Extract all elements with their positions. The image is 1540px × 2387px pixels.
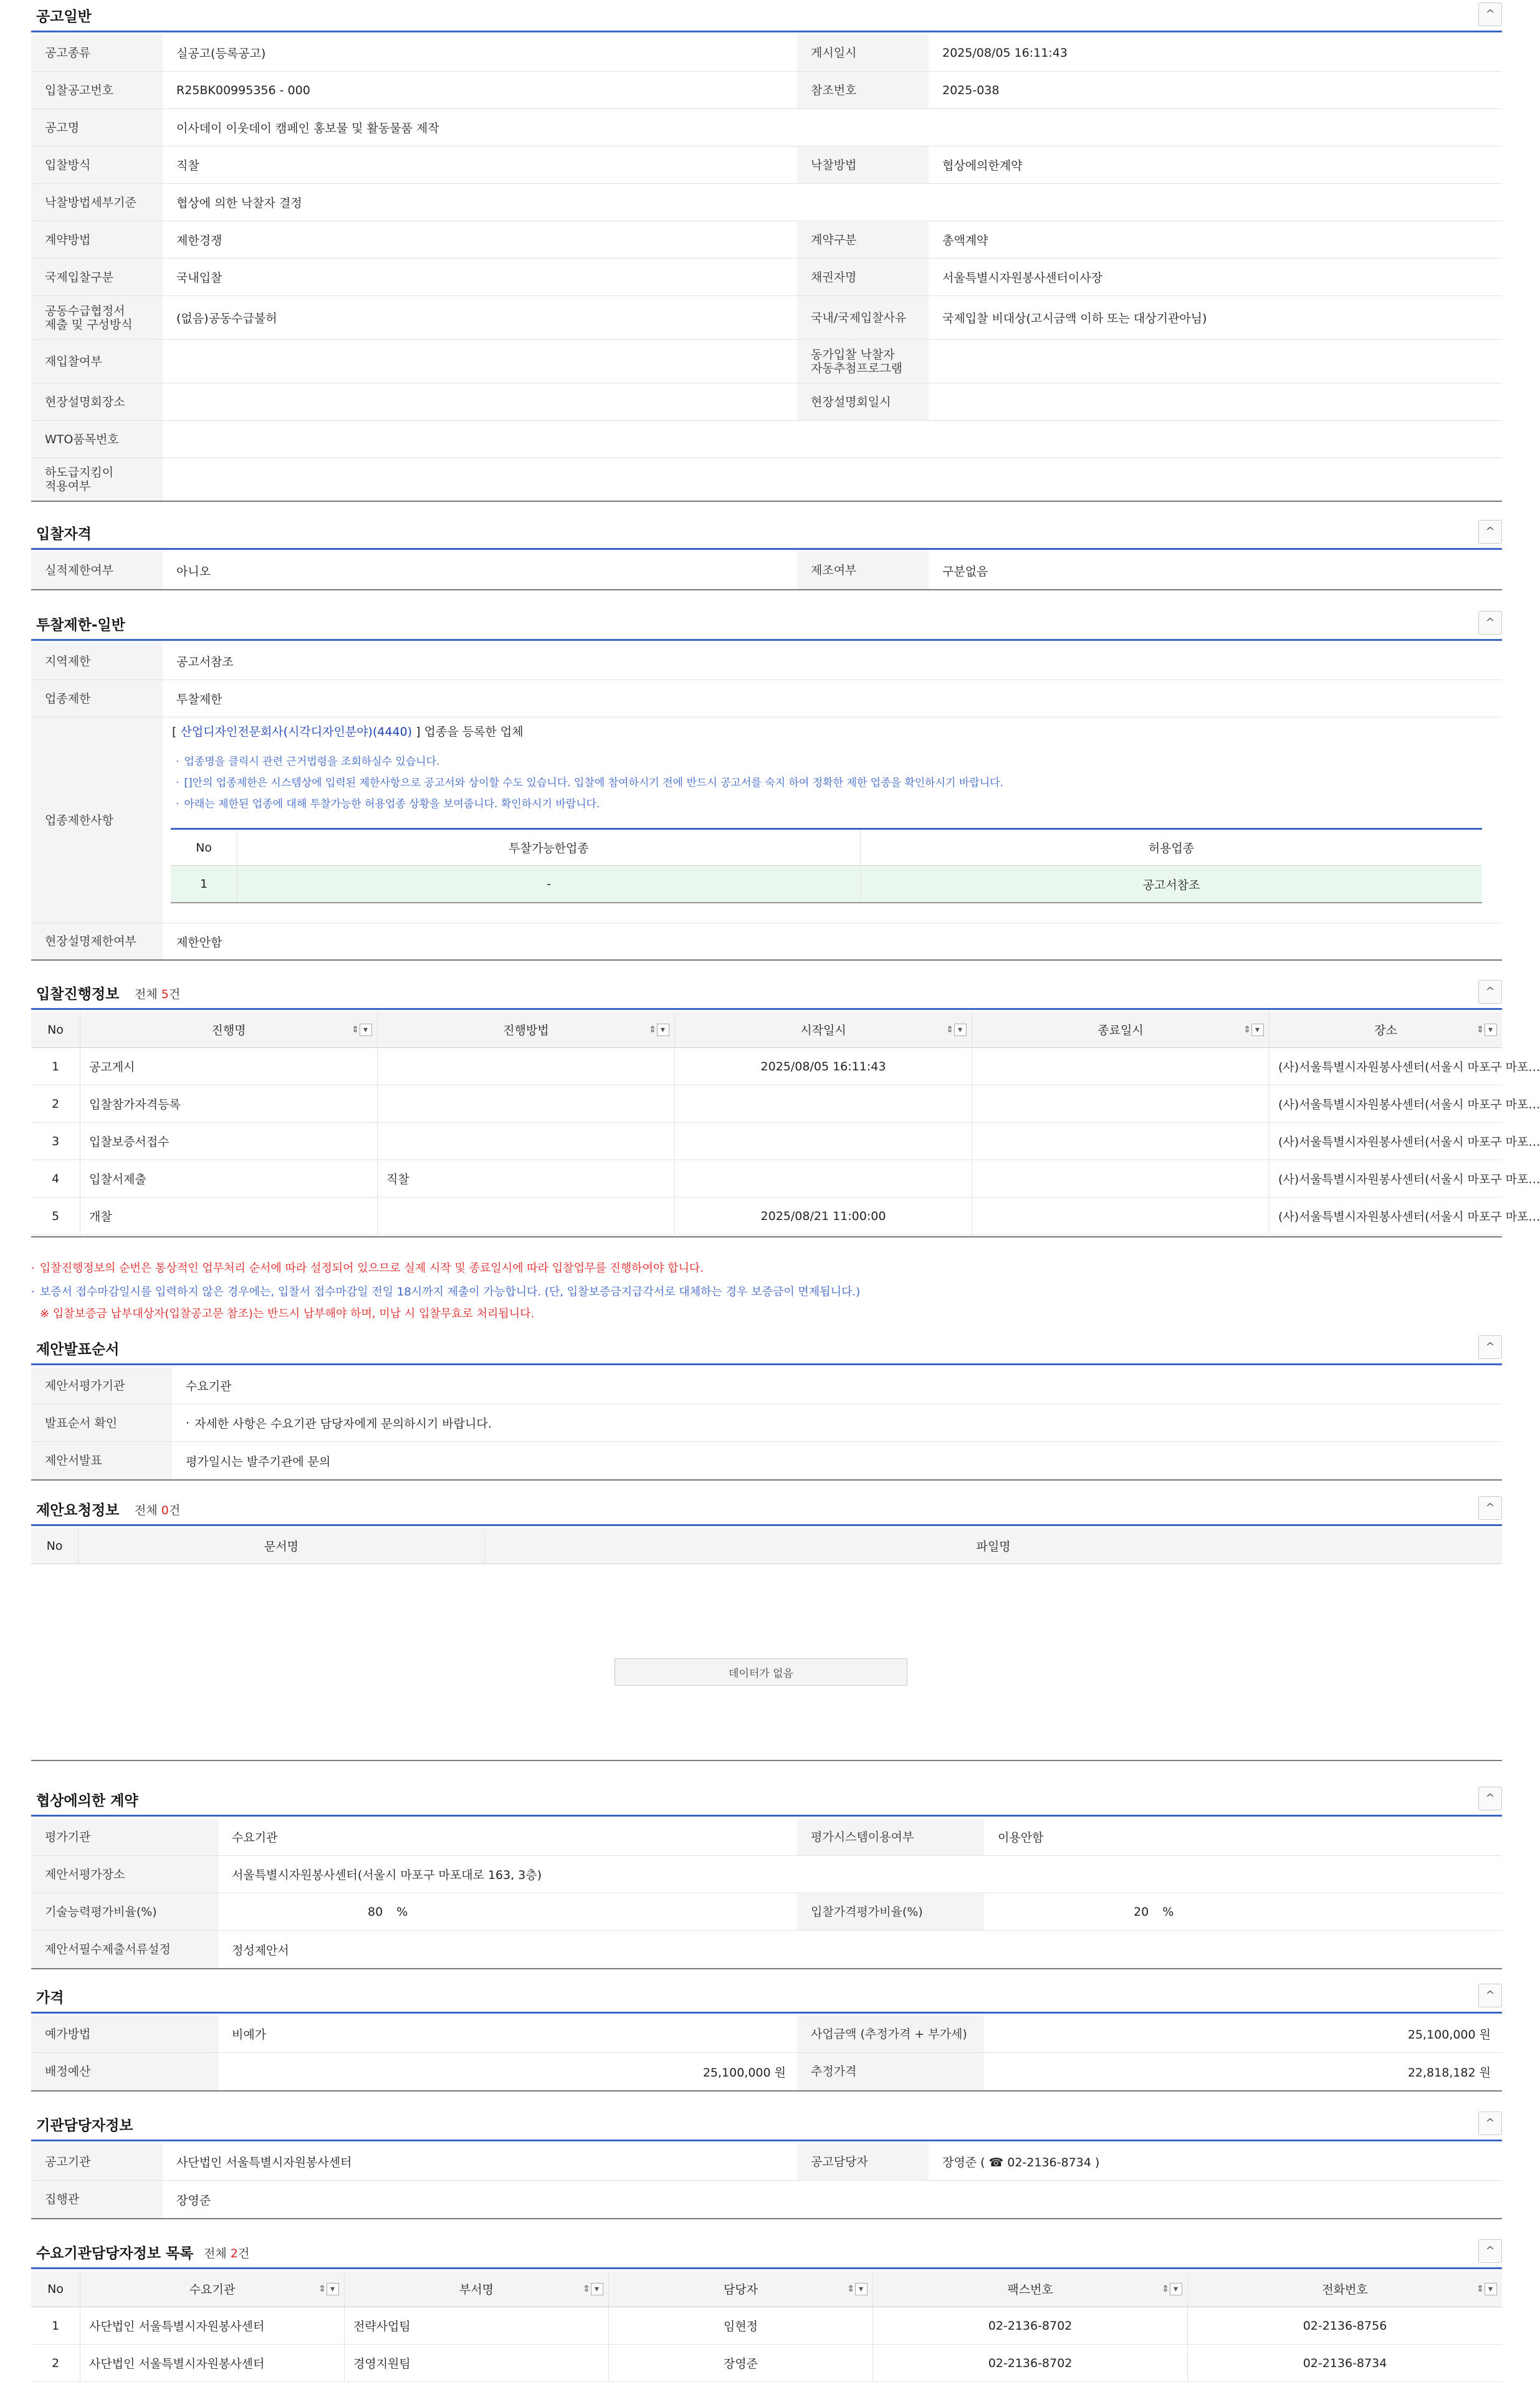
table-row [31,221,1502,259]
section-title: 가격 [36,1990,64,2006]
table-row [31,184,1502,221]
column-header[interactable] [1269,1012,1502,1047]
sort-icon[interactable]: ⇕ ▾ [649,1024,669,1036]
value-rebid [163,340,797,383]
table-cell: 사단법인 서울특별시자원봉사센터 [80,2345,344,2381]
section-title: 투찰제한-일반 [36,617,125,633]
label-bid-number: 입찰공고번호 [31,72,163,108]
table-row [31,34,1502,72]
table-row [31,1085,1540,1123]
label-posted-date: 게시일시 [797,34,929,71]
section-header-presentation [31,1334,1502,1365]
column-header-label: 종료일시 [1098,1024,1144,1037]
label-site-time: 현장설명회일시 [797,383,929,420]
column-header: No [196,840,212,855]
bracket: [ [172,725,177,739]
column-header-label: 장소 [1374,1024,1397,1037]
value-auto-lottery [929,340,1502,383]
total-count [135,1501,180,1518]
value-eval-system: 이용안함 [998,1831,1044,1845]
table-row [31,1123,1540,1160]
label-contact-person: 공고담당자 [797,2143,929,2180]
sort-icon[interactable]: ⇕ ▾ [1476,1024,1497,1036]
restriction-table [31,643,1502,961]
table-row [31,1856,1502,1893]
label-eval-place: 제안서평가장소 [31,1856,218,1893]
info-bullet: · 아래는 제한된 업종에 대해 투찰가능한 허용업종 상황을 보여줍니다. 확인하시기 바랍니다. [176,798,600,810]
table-cell: 전략사업팀 [344,2307,608,2344]
label-region: 지역제한 [31,643,163,680]
note-text: 입찰진행정보의 순번은 통상적인 업무처리 순서에 따라 설정되어 있으므로 실제 시작 및 종료일시에 따라 입찰업무를 진행하여야 합니다. [39,1262,704,1275]
table-cell [377,1048,674,1085]
price-table [31,2015,1502,2092]
label-industry: 업종제한 [31,680,163,717]
section-title: 제안발표순서 [36,1342,120,1358]
general-table [31,34,1502,502]
table-header [31,1012,1502,1048]
order-text: 자세한 사항은 수요기관 담당자에게 문의하시기 바랍니다. [194,1417,492,1431]
table-cell: - [237,866,860,902]
label-line: 자동추첨프로그램 [811,361,902,375]
table-row [31,2015,1502,2053]
label-bid-method: 입찰방식 [31,146,163,183]
value-award-method: 협상에의한계약 [942,159,1023,173]
table-cell: 입찰보증서접수 [80,1123,377,1160]
section-header-price [31,1982,1502,2014]
value-contact-person: 장영준 ( ☎ 02-2136-8734 ) [942,2156,1100,2169]
label-agency: 공고기관 [31,2143,163,2180]
table-cell: 공고게시 [80,1048,377,1085]
table-cell: 5 [51,1209,60,1223]
bullet-text: 아래는 제한된 업종에 대해 투찰가능한 허용업종 상황을 보여줍니다. 확인하시기 바랍니다. [184,798,600,810]
value-estimate: 22,818,182 원 [1407,2065,1491,2080]
table-cell: 2 [51,2356,60,2370]
value-eval-org: 수요기관 [232,1831,278,1845]
info-bullet: · 업종명을 클릭시 관련 근거법령을 조회하실수 있습니다. [176,756,440,768]
table-header [31,2271,1502,2307]
table-row [31,109,1502,146]
value-ref-number: 2025-038 [942,83,1000,97]
table-row [31,340,1502,383]
label-joint-supply [31,296,163,339]
table-row [31,552,1502,589]
column-header-label: 시작일시 [800,1024,846,1037]
sort-icon[interactable]: ⇕ ▾ [1476,2283,1497,2295]
sort-icon[interactable]: ⇕ ▾ [583,2283,603,2295]
table-row [31,296,1502,340]
label-tech-ratio: 기술능력평가비율(%) [31,1893,218,1930]
table-cell: 2025/08/05 16:11:43 [674,1048,972,1085]
column-header[interactable] [608,2271,873,2307]
label-budget: 배정예산 [31,2053,218,2090]
table-row [31,2181,1502,2218]
section-title: 입찰진행정보 [36,986,120,1002]
section-header-agency [31,2110,1502,2141]
count-prefix: 전체 [135,987,158,1001]
empty-data-message: 데이터가 없음 [615,1658,907,1686]
sort-icon[interactable]: ⇕ ▾ [1162,2283,1182,2295]
value-presentation: 평가일시는 발주기관에 문의 [186,1454,331,1469]
industry-suffix: ] 업종을 등록한 업체 [416,725,524,739]
label-eval-org: 평가기관 [31,1818,218,1855]
count-prefix: 전체 [204,2247,227,2260]
table-cell [377,1198,674,1234]
label-subcontract [31,458,163,501]
table-cell [972,1160,1269,1197]
table-header [31,1528,1502,1564]
count-number: 0 [161,1504,169,1517]
value-intl-bid: 국내입찰 [176,271,222,285]
label-line: 제출 및 구성방식 [45,317,133,332]
column-header: 문서명 [78,1528,484,1563]
bullet-text: 업종명을 클릭시 관련 근거법령을 조회하실수 있습니다. [184,756,440,768]
sort-icon[interactable]: ⇕ ▾ [1243,1024,1264,1036]
label-line: 적용여부 [45,479,91,493]
section-header-restriction [31,610,1502,641]
table-cell: 입찰서제출 [80,1160,377,1197]
sort-icon[interactable]: ⇕ ▾ [946,1024,967,1036]
label-auto-lottery [797,340,929,383]
column-header-label: 팩스번호 [1007,2283,1053,2297]
value-evaluator: 수요기관 [186,1380,232,1393]
label-estimate: 추정가격 [797,2053,984,2090]
column-header[interactable] [972,1012,1269,1047]
value-creditor: 서울특별시자원봉사센터이사장 [942,271,1102,285]
value-tech-ratio [218,1893,797,1930]
section-header-qualification [31,519,1502,550]
section-title: 협상에의한 계약 [36,1793,138,1809]
value-prelim-method: 비예가 [232,2028,267,2042]
value-wto [163,421,1502,458]
value-industry: 투찰제한 [176,693,222,706]
collapse-toggle-icon[interactable]: ^ [1478,1787,1502,1810]
ratio-number: 80 [368,1904,383,1919]
label-required-docs: 제안서필수제출서류설정 [31,1931,218,1968]
value-site-restriction: 제한안함 [176,935,222,949]
value-eval-place: 서울특별시자원봉사센터(서울시 마포구 마포대로 163, 3층) [232,1868,542,1882]
label-award-method: 낙찰방법 [797,146,929,183]
label-executor: 집행관 [31,2181,163,2218]
value-joint-supply: (없음)공동수급불허 [176,312,277,325]
table-row [31,923,1502,959]
table-cell [972,1123,1269,1160]
presentation-table [31,1367,1502,1481]
label-creditor: 채권자명 [797,259,929,295]
table-row [31,2345,1502,2382]
table-cell: 임현정 [608,2307,873,2344]
qualification-table [31,552,1502,590]
column-header[interactable] [80,1012,377,1047]
table-cell: 4 [51,1171,60,1186]
table-cell [972,1198,1269,1234]
value-region: 공고서참조 [176,655,234,669]
label-order: 발표순서 확인 [31,1405,172,1441]
ratio-unit: % [396,1904,408,1919]
bullet-text: []안의 업종제한은 시스템상에 입력된 제한사항으로 공고서와 상이할 수도 있습니다. 입찰에 참여하시기 전에 반드시 공고서를 숙지 하여 정확한 제한 업종을 확인하시기 바랍니다. [184,777,1003,789]
label-site-restriction: 현장설명제한여부 [31,923,163,959]
table-row [31,458,1502,501]
count-suffix: 건 [237,2247,250,2260]
table-cell: 사단법인 서울특별시자원봉사센터 [80,2307,344,2344]
column-header[interactable] [80,2271,344,2307]
ratio-number: 20 [1134,1904,1149,1919]
industry-detail-line [172,723,524,739]
label-award-detail: 낙찰방법세부기준 [31,184,163,221]
table-row [31,680,1502,718]
section-title: 입찰자격 [36,526,92,542]
table-row [31,146,1502,184]
collapse-toggle-icon[interactable]: ^ [1478,1496,1502,1520]
section-header-general [31,1,1502,32]
label-manufacturing: 제조여부 [797,552,929,589]
label-prelim-method: 예가방법 [31,2015,218,2052]
value-intl-reason: 국제입찰 비대상(고시금액 이하 또는 대상기관아님) [942,312,1207,325]
label-contract-method: 계약방법 [31,221,163,258]
column-header-label: 진행명 [211,1024,246,1037]
table-row [31,421,1502,458]
collapse-toggle-icon[interactable]: ^ [1478,1984,1502,2007]
sort-icon[interactable]: ⇕ ▾ [352,1024,372,1036]
table-cell [674,1085,972,1122]
column-header[interactable] [377,1012,674,1047]
value-award-detail: 협상에 의한 낙찰자 결정 [176,196,302,210]
table-row [31,1367,1502,1405]
collapse-toggle-icon[interactable]: ^ [1478,980,1502,1004]
table-row [31,2143,1502,2181]
table-cell: 1 [51,1059,60,1073]
label-notice-type: 공고종류 [31,34,163,71]
table-cell: 02-2136-8734 [1187,2345,1502,2381]
proposal-docs-table [31,1528,1502,1761]
note-text: 보증서 접수마감일시를 입력하지 않은 경우에는, 입찰서 접수마감일 전일 18시까지 제출이 가능합니다. (단, 입찰보증금지급각서로 대체하는 경우 보증금이 면제됩니다.) [39,1285,861,1299]
column-header: No [47,1022,64,1037]
value-site-place [163,383,797,420]
table-cell: (사)서울특별시자원봉사센터(서울시 마포구 마포… [1269,1048,1502,1085]
table-cell: 공고서참조 [860,866,1482,902]
table-cell: 3 [51,1134,60,1148]
table-header [171,830,1482,866]
table-cell: (사)서울특별시자원봉사센터(서울시 마포구 마포… [1269,1160,1502,1197]
table-cell: 입찰참가자격등록 [80,1085,377,1122]
progress-table [31,1012,1540,1237]
collapse-toggle-icon[interactable]: ^ [1478,2111,1502,2135]
table-cell: (사)서울특별시자원봉사센터(서울시 마포구 마포… [1269,1123,1502,1160]
value-agency: 사단법인 서울특별시자원봉사센터 [176,2156,352,2169]
column-header-label: 담당자 [723,2283,758,2297]
table-row [31,1818,1502,1856]
collapse-toggle-icon[interactable]: ^ [1478,2,1502,26]
industry-link[interactable]: 산업디자인전문회사(시각디자인분야)(4440) [180,725,413,739]
column-header: 투찰가능한업종 [237,830,860,865]
column-header: No [46,1539,63,1553]
value-bid-number: R25BK00995356 - 000 [176,83,310,97]
section-header-negotiation [31,1785,1502,1817]
table-cell: (사)서울특별시자원봉사센터(서울시 마포구 마포… [1269,1085,1502,1122]
table-row [31,72,1502,109]
count-suffix: 건 [168,1504,181,1517]
label-ref-number: 참조번호 [797,72,929,108]
table-cell: 개찰 [80,1198,377,1234]
column-header: 파일명 [484,1528,1502,1563]
table-row [31,1442,1502,1479]
column-header-label: 수요기관 [189,2283,236,2297]
table-cell: 2025/08/21 11:00:00 [674,1198,972,1234]
info-bullet: · []안의 업종제한은 시스템상에 입력된 제한사항으로 공고서와 상이할 수도 있습니다. 입찰에 참여하시기 전에 반드시 공고서를 숙지 하여 정확한 제한 업종을 확인하시기 바랍니다. [176,777,1003,789]
count-suffix: 건 [168,987,181,1001]
column-header[interactable] [344,2271,608,2307]
sort-icon[interactable]: ⇕ ▾ [318,2283,339,2295]
section-title: 수요기관담당자정보 목록 [36,2245,194,2262]
column-header-label: 전화번호 [1322,2283,1368,2297]
table-cell: 장영준 [608,2345,873,2381]
table-cell: 1 [199,877,208,891]
column-header[interactable] [873,2271,1187,2307]
table-row [31,259,1502,296]
column-header[interactable] [674,1012,972,1047]
table-cell: 2 [51,1097,60,1111]
table-row [171,866,1482,903]
table-cell: 경영지원팀 [344,2345,608,2381]
label-line: 동가입찰 낙찰자 [811,347,895,362]
count-number: 2 [230,2247,238,2260]
table-row [31,383,1502,421]
value-executor: 장영준 [176,2193,211,2207]
table-cell: 직찰 [377,1160,674,1197]
value-price-ratio [984,1893,1502,1930]
section-title: 제안요청정보 [36,1502,120,1519]
table-row [31,643,1502,680]
label-performance: 실적제한여부 [31,552,163,589]
table-cell: (사)서울특별시자원봉사센터(서울시 마포구 마포… [1269,1198,1502,1234]
label-intl-reason: 국내/국제입찰사유 [797,296,929,339]
table-row [31,1893,1502,1931]
value-manufacturing: 구분없음 [942,564,988,579]
total-count [204,2244,249,2261]
demand-list-table [31,2271,1502,2383]
label-price-ratio: 입찰가격평가비율(%) [797,1893,984,1930]
sort-icon[interactable]: ⇕ ▾ [847,2283,868,2295]
label-evaluator: 제안서평가기관 [31,1367,172,1404]
count-prefix: 전체 [135,1504,158,1517]
column-header: No [47,2282,64,2296]
progress-note: · 보증서 접수마감일시를 입력하지 않은 경우에는, 입찰서 접수마감일 전일 18시까지 제출이 가능합니다. (단, 입찰보증금지급각서로 대체하는 경우 보증금이 면제됩니다.) [31,1285,861,1299]
table-row [31,1405,1502,1442]
table-row [31,1931,1502,1968]
collapse-toggle-icon[interactable]: ^ [1478,520,1502,544]
total-count [135,985,180,1002]
table-cell: 02-2136-8702 [873,2345,1187,2381]
ratio-unit: % [1162,1904,1174,1919]
table-cell [972,1085,1269,1122]
value-required-docs: 정성제안서 [232,1943,289,1957]
collapse-toggle-icon[interactable]: ^ [1478,1335,1502,1359]
column-header-label: 진행방법 [503,1024,549,1037]
label-site-place: 현장설명회장소 [31,383,163,420]
value-budget: 25,100,000 원 [702,2065,786,2080]
collapse-toggle-icon[interactable]: ^ [1478,611,1502,635]
table-row [31,2053,1502,2090]
value-notice-name: 이사데이 이웃데이 캠페인 홍보물 및 활동물품 제작 [176,122,439,135]
table-row [31,1160,1540,1198]
value-subcontract [163,458,1502,501]
label-presentation: 제안서발표 [31,1442,172,1479]
value-project-amount: 25,100,000 원 [1407,2028,1491,2042]
allowed-industry-table [171,828,1482,904]
column-header[interactable] [1187,2271,1502,2307]
section-header-progress [31,979,1502,1010]
label-eval-system: 평가시스템이용여부 [797,1818,984,1855]
column-header: 허용업종 [860,830,1482,865]
table-cell [674,1160,972,1197]
section-title: 기관담당자정보 [36,2118,133,2134]
column-header-label: 부서명 [459,2283,494,2297]
table-row [31,1048,1540,1085]
value-contract-type: 총액계약 [942,234,988,247]
value-notice-type: 실공고(등록공고) [176,47,266,60]
table-cell [377,1123,674,1160]
value-posted-date: 2025/08/05 16:11:43 [942,46,1068,60]
table-row [31,1198,1540,1235]
table-cell: 02-2136-8702 [873,2307,1187,2344]
section-header-demand-list [31,2238,1502,2269]
value-contract-method: 제한경쟁 [176,234,222,247]
table-cell [674,1123,972,1160]
collapse-toggle-icon[interactable]: ^ [1478,2239,1502,2263]
progress-note: · 입찰진행정보의 순번은 통상적인 업무처리 순서에 따라 설정되어 있으므로 실제 시작 및 종료일시에 따라 입찰업무를 진행하여야 합니다. [31,1262,704,1275]
negotiation-table [31,1818,1502,1969]
count-number: 5 [161,987,169,1001]
label-line: 하도급지킴이 [45,466,114,479]
label-project-amount: 사업금액 (추정가격 + 부가세) [797,2015,984,2052]
table-cell: 1 [51,2318,60,2333]
table-row [31,2307,1502,2345]
value-performance: 아니오 [176,564,211,579]
value-bid-method: 직찰 [176,159,199,173]
section-header-proposal-docs [31,1495,1502,1526]
label-rebid: 재입찰여부 [31,340,163,383]
table-cell: 02-2136-8756 [1187,2307,1502,2344]
value-order: · 자세한 사항은 수요기관 담당자에게 문의하시기 바랍니다. [172,1405,1502,1441]
label-wto: WTO품목번호 [31,421,163,458]
table-cell [377,1085,674,1122]
label-industry-detail: 업종제한사항 [31,718,163,923]
agency-table [31,2143,1502,2219]
label-contract-type: 계약구분 [797,221,929,258]
value-site-time [929,383,1502,420]
table-cell [972,1048,1269,1085]
section-title: 공고일반 [36,9,92,25]
progress-note: ※ 입찰보증금 납부대상자(입찰공고문 참조)는 반드시 납부해야 하며, 미납 시 입찰무효로 처리됩니다. [40,1307,535,1320]
label-intl-bid: 국제입찰구분 [31,259,163,295]
label-notice-name: 공고명 [31,109,163,146]
label-line: 공동수급협정서 [45,304,125,318]
